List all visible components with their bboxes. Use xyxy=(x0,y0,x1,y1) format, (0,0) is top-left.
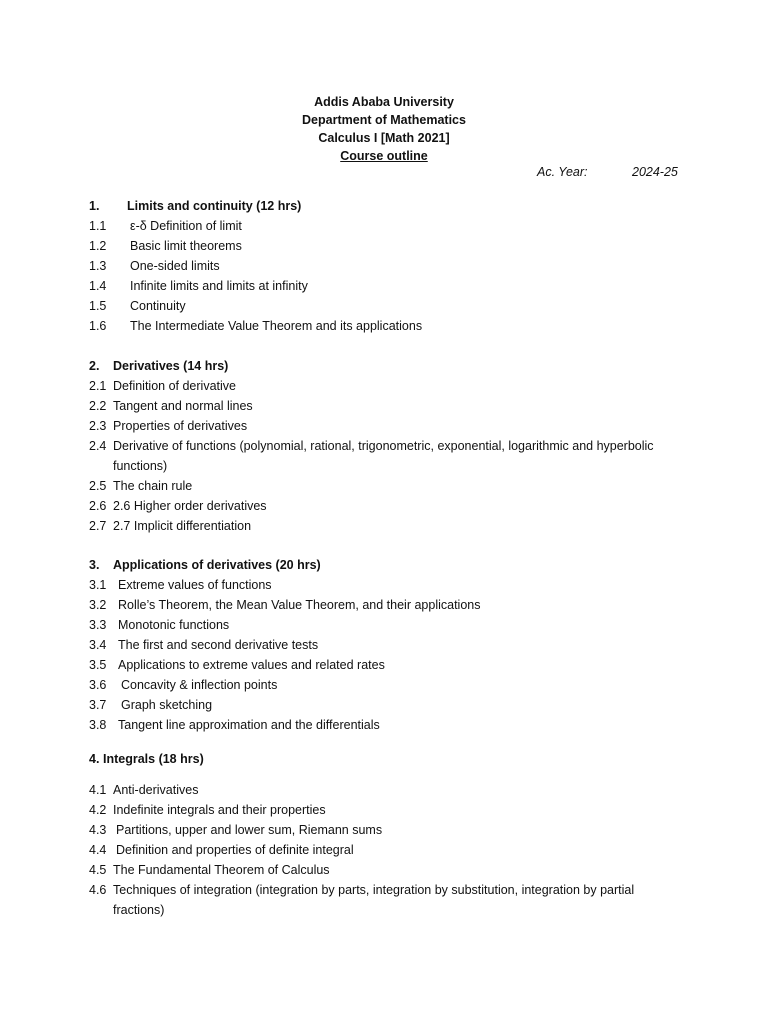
list-item: 1.1 ε-δ Definition of limit xyxy=(89,219,242,233)
list-item: 1.2 Basic limit theorems xyxy=(89,239,242,253)
section-title xyxy=(89,196,689,216)
list-item: 2.3 Properties of derivatives xyxy=(89,419,248,433)
list-item: 4.2 Indefinite integrals and their properties xyxy=(89,803,326,817)
section-integrals xyxy=(89,749,689,920)
list-item: 1.6 The Intermediate Value Theorem and its applications xyxy=(89,319,423,333)
section-title-text: Integrals (18 hrs) xyxy=(103,752,204,766)
list-item: 3.5 Applications to extreme values and related rates xyxy=(89,658,385,672)
list-item: 4.3 Partitions, upper and lower sum, Riemann sums xyxy=(89,823,383,837)
list-item: 3.8 Tangent line approximation and the differentials xyxy=(89,718,380,732)
list-item: 3.4 The first and second derivative tests xyxy=(89,638,319,652)
course-name: Calculus I [Math 2021] xyxy=(318,131,450,145)
section-title xyxy=(89,555,689,575)
section-title-text: Derivatives (14 hrs) xyxy=(113,359,229,373)
section-derivatives xyxy=(89,356,689,536)
section-title xyxy=(89,356,689,376)
section-number: 3. xyxy=(89,558,100,572)
section-title-text: Applications of derivatives (20 hrs) xyxy=(113,558,321,572)
academic-year xyxy=(537,163,678,181)
list-item: 3.6 Concavity & inflection points xyxy=(89,678,278,692)
document-header xyxy=(0,93,768,165)
section-applications xyxy=(89,555,689,735)
list-item: 4.5 The Fundamental Theorem of Calculus xyxy=(89,863,330,877)
list-item: 2.4 Derivative of functions (polynomial, rational, trigonometric, exponential, logarithmic and hyperbolic functions) xyxy=(89,439,654,473)
list-item: 2.5 The chain rule xyxy=(89,479,193,493)
section-title-text: Limits and continuity (12 hrs) xyxy=(127,199,302,213)
list-item: 1.5 Continuity xyxy=(89,299,186,313)
section-number: 2. xyxy=(89,359,100,373)
list-item: 4.4 Definition and properties of definite integral xyxy=(89,843,354,857)
section-number: 4. xyxy=(89,752,100,766)
section-title xyxy=(89,749,689,769)
list-item: 3.2 Rolle’s Theorem, the Mean Value Theorem, and their applications xyxy=(89,598,481,612)
list-item: 2.6 2.6 Higher order derivatives xyxy=(89,499,267,513)
list-item: 1.3 One-sided limits xyxy=(89,259,220,273)
list-item: 2.1 Definition of derivative xyxy=(89,379,236,393)
list-item: 2.7 2.7 Implicit differentiation xyxy=(89,519,252,533)
university-name: Addis Ababa University xyxy=(314,95,454,109)
academic-year-label: Ac. Year: xyxy=(537,165,588,179)
academic-year-value: 2024-25 xyxy=(632,165,678,179)
list-item: 3.1 Extreme values of functions xyxy=(89,578,272,592)
list-item: 2.2 Tangent and normal lines xyxy=(89,399,253,413)
list-item: 3.3 Monotonic functions xyxy=(89,618,230,632)
list-item: 3.7 Graph sketching xyxy=(89,698,213,712)
list-item: 1.4 Infinite limits and limits at infinity xyxy=(89,279,308,293)
section-number: 1. xyxy=(89,199,100,213)
document-title: Course outline xyxy=(340,149,428,163)
section-limits xyxy=(89,196,689,336)
list-item: 4.6 Techniques of integration (integration by parts, integration by substitution, integration by partial fractions) xyxy=(89,883,635,917)
list-item: 4.1 Anti-derivatives xyxy=(89,783,199,797)
department-name: Department of Mathematics xyxy=(302,113,466,127)
